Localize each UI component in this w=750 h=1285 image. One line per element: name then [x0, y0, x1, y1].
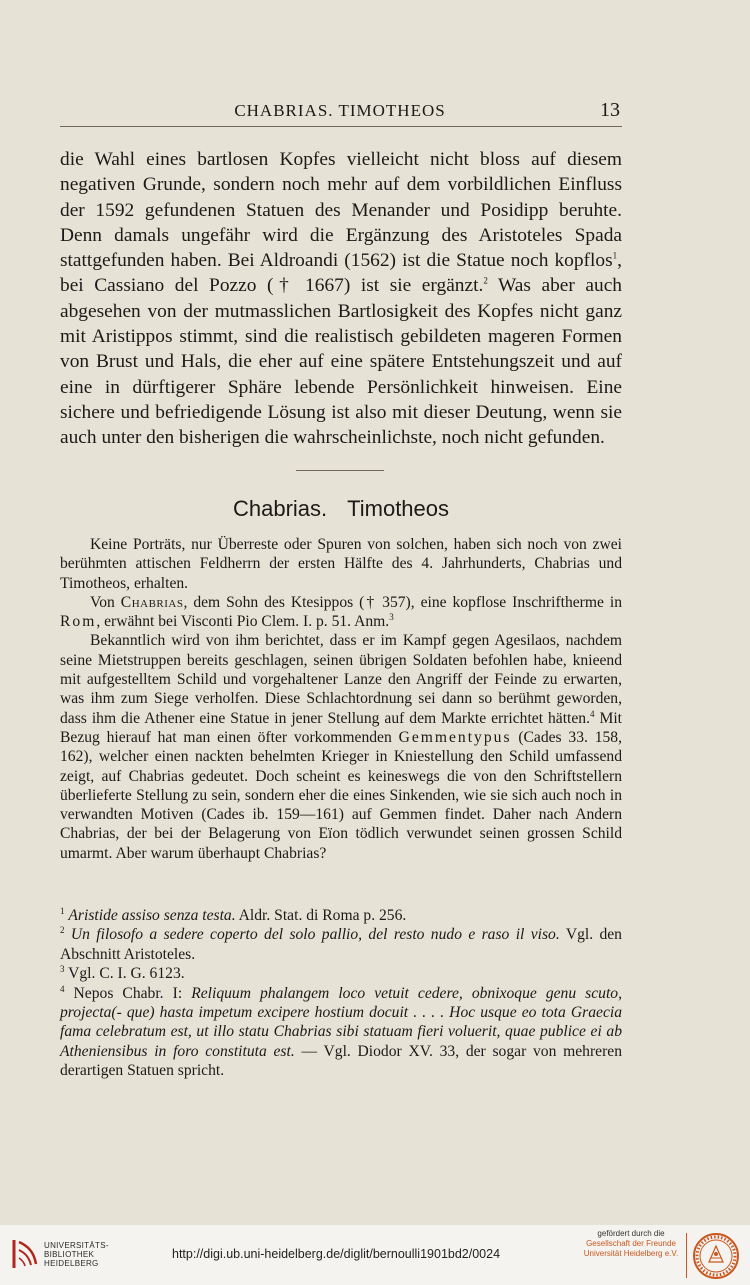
running-head — [0, 99, 750, 125]
library-line: BIBLIOTHEK — [44, 1250, 95, 1259]
section-heading — [60, 496, 622, 522]
text-run: Bekanntlich wird von ihm berichtet, dass er im Kampf gegen Agesilaos, nachdem seine Mietstruppen bereits geschlagen, seinen übrigen Soldaten befohlen habe, knieend mit aufgestelltem Schild und vorgehaltener Lanze den Angriff der Feinde zu erwarten, was ihm zum Siege verholfen. Diese Schlachtordnung sei dann so berühmt geworden, dass ihm die Athener eine Statue in jener Stellung auf dem Markte errichtet hätten. — [60, 632, 622, 727]
text-run: Was aber auch abgesehen von der mutmasslichen Bartlosigkeit des Kopfes nicht ganz mit Aristippos stimmt, sind die realistisch gebildeten mageren Formen von Brust und Hals, die eher auf eine spätere Entstehungszeit und auf eine in dürftigerer Sphäre lebende Persönlichkeit hinweisen. Eine sichere und befriedigende Lösung ist also mit dieser Deutung, wenn sie auch unter den bisherigen die wahrscheinlichste, noch nicht gefunden. — [60, 275, 622, 449]
text-run: , dem Sohn des Ktesippos († 357), eine kopflose Inschriftherme in — [183, 593, 622, 611]
library-name — [44, 1241, 109, 1268]
italic-quote: Aristide assiso senza testa. — [68, 907, 236, 924]
spaced-rom: Rom — [60, 613, 97, 631]
sponsor-org: Universität Heidelberg e.V. — [583, 1249, 679, 1258]
sponsor-org: Gesellschaft der Freunde — [586, 1239, 676, 1248]
italic-quote: Un filosofo a sedere coperto del solo pallio, del resto nudo e raso il viso. — [70, 926, 560, 944]
text-run: Vgl. C. I. G. 6123. — [68, 965, 185, 983]
footnote-ref-3: 3 — [389, 612, 394, 622]
text-run: die Wahl eines bartlosen Kopfes vielleicht nicht bloss auf diesem negativen Grunde, sondern noch mehr auf dem vorbildlichen Einfluss der 1592 gefundenen Statuen des Menander und Posidipp beruhte. Denn damals ungefähr wird die Ergänzung des Aristoteles Spada stattgefunden haben. Bei Aldroandi (1562) ist die Statue noch kopflos — [60, 149, 622, 272]
footnote-2 — [60, 925, 622, 964]
footnote-marker: 1 — [60, 905, 65, 916]
footnote-marker: 4 — [60, 983, 65, 994]
university-seal-icon — [692, 1232, 740, 1280]
paragraph-3 — [60, 631, 622, 863]
digitization-url-link[interactable]: http://digi.ub.uni-heidelberg.de/diglit/bernoulli1901bd2/0024 — [172, 1247, 501, 1261]
footnote-ref-1: 1 — [612, 250, 618, 261]
footnotes — [60, 906, 622, 1081]
library-line: HEIDELBERG — [44, 1259, 99, 1268]
spaced-gemmentypus: Gemmentypus — [398, 728, 512, 746]
italic-quote: Reliquum phalangem loco vetuit cedere, obnixoque genu scuto, projecta(- que) hasta impetum excipere hostium docuit . . . . Hoc usque eo tota Graecia fama celebratum est, ut illo statu Chabrias sibi statuam fieri voluerit, quae publice ei ab Atheniensibus in foro constituta est. — [60, 984, 622, 1060]
footnote-ref-2: 2 — [483, 276, 488, 287]
paragraph — [60, 147, 622, 451]
library-line: UNIVERSITÄTS- — [44, 1241, 109, 1250]
page-number: 13 — [600, 99, 620, 121]
text-run: , bei Cassiano del Pozzo († 1667) ist sie ergänzt. — [60, 250, 622, 297]
footnote-marker: 3 — [60, 964, 65, 975]
text-run: Von — [90, 593, 121, 611]
footnote-marker: 2 — [60, 925, 65, 936]
section-body — [60, 535, 622, 863]
paragraph-2 — [60, 593, 622, 632]
heading-chabrias: Chabrias. — [232, 496, 328, 521]
sponsor-credit — [580, 1229, 682, 1259]
name-chabrias: Chabrias — [120, 593, 184, 611]
text-run: Mit Bezug hierauf hat man einen öfter vorkommenden — [60, 709, 622, 746]
continuation-paragraph — [60, 147, 622, 451]
footnote-4 — [60, 984, 622, 1081]
text-run: — Vgl. Diodor XV. 33, der sogar von mehreren derartigen Statuen spricht. — [60, 1042, 622, 1080]
text-run: , erwähnt bei Visconti Pio Clem. I. p. 51. Anm. — [96, 613, 390, 631]
text-run: Nepos Chabr. I: — [73, 984, 192, 1002]
section-divider — [296, 470, 384, 471]
text-run: Aldr. Stat. di Roma p. 256. — [235, 907, 407, 924]
heading-timotheos: Timotheos — [347, 496, 450, 521]
sponsor-line: gefördert durch die — [597, 1229, 665, 1238]
paragraph-1: Keine Porträts, nur Überreste oder Spuren von solchen, haben sich noch von zwei berühmten attischen Feldherrn der ersten Hälfte des 4. Jahrhunderts, Chabrias und Timotheos, erhalten. — [60, 536, 622, 592]
text-run: (Cades 33. 158, 162), welcher einen nackten behelmten Krieger in Kniestellung den Schild umfassend zeigt, auf Chabrias gedeutet. Doch scheint es keineswegs die von den Schriftstellern überlieferte Stellung zu sein, sondern eher die eines Sinkenden, wie sie sich auch noch in verwandten Motiven (Cades ib. 159—161) auf Gemmen findet. Daher nach Andern Chabrias, der bei der Belagerung von Eïon tödlich verwundet seinen grossen Schild umarmt. Aber warum überhaupt Chabrias? — [60, 728, 622, 862]
footnote-ref-4: 4 — [590, 708, 595, 719]
header-rule — [60, 126, 622, 127]
footnote-1 — [60, 906, 622, 925]
university-library-logo-icon — [10, 1238, 40, 1270]
footer-bar — [0, 1225, 750, 1285]
text-run: Vgl. den Abschnitt Aristoteles. — [60, 926, 622, 963]
sponsor-divider — [686, 1233, 687, 1278]
running-title: CHABRIAS. TIMOTHEOS — [234, 101, 446, 120]
footnote-3 — [60, 964, 622, 983]
